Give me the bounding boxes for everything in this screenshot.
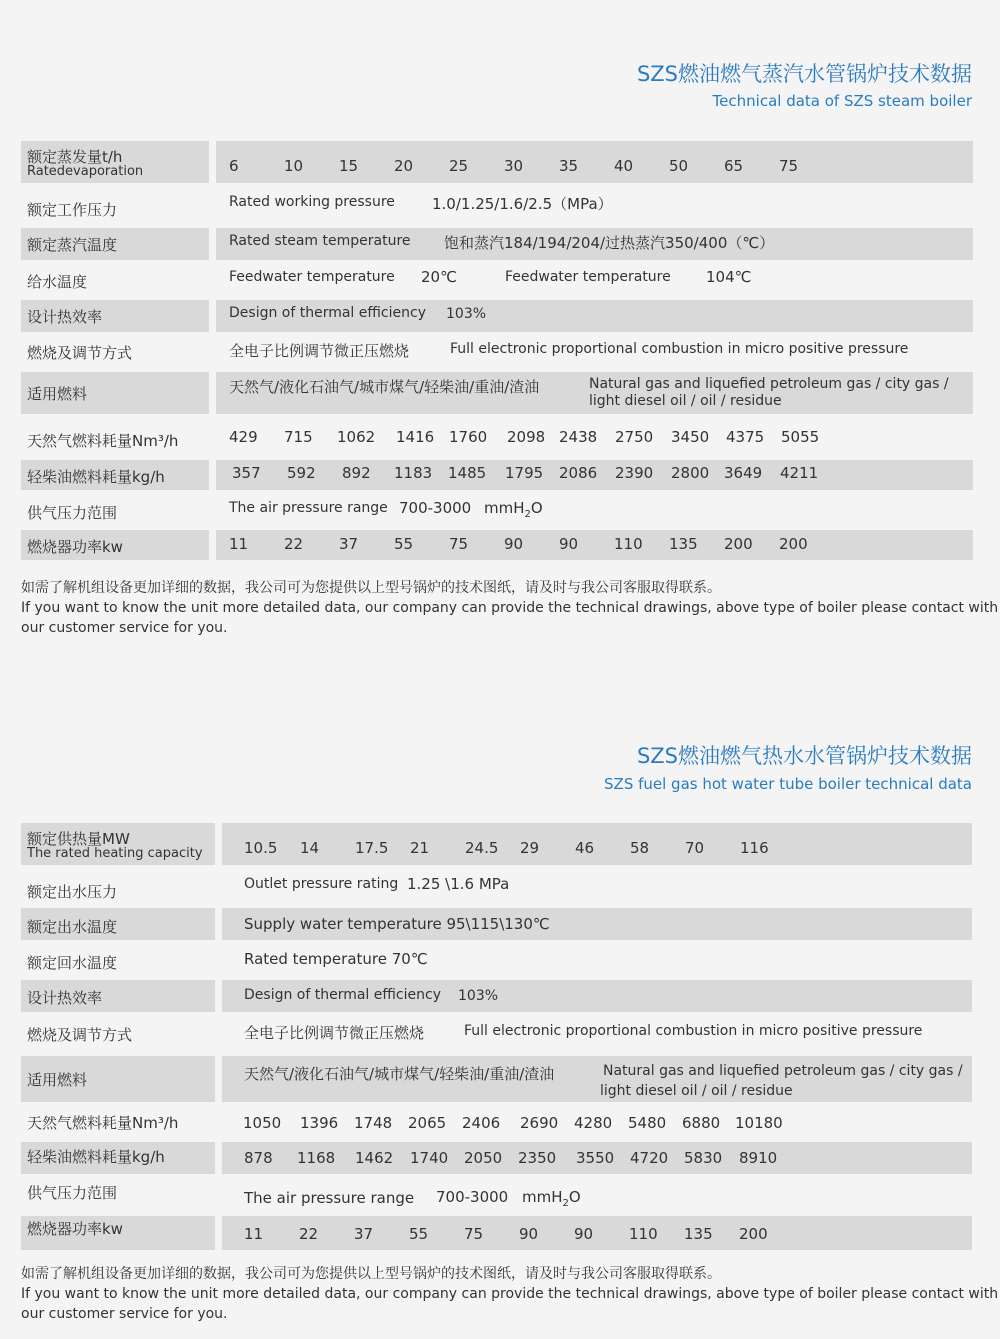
row-values (222, 980, 972, 1012)
row-values (216, 372, 973, 414)
section-title-zh: SZS燃油燃气蒸汽水管锅炉技术数据 (636, 62, 972, 86)
value-cell: 22 (284, 535, 304, 553)
value-text: 天然气/液化石油气/城市煤气/轻柴油/重油/渣油 (244, 1065, 555, 1083)
row-label: 额定回水温度 (27, 954, 118, 972)
value-cell: 21 (410, 839, 430, 857)
row-values (216, 264, 973, 296)
row-values (222, 1142, 972, 1174)
value-cell: 22 (299, 1225, 319, 1243)
value-cell: 50 (669, 157, 689, 175)
row-values (222, 1018, 972, 1048)
value-cell: 55 (394, 535, 414, 553)
value-text: 1.0/1.25/1.6/2.5（MPa） (432, 195, 613, 213)
value-cell: 29 (520, 839, 540, 857)
value-text: Rated steam temperature (229, 233, 411, 249)
value-cell: 5830 (684, 1149, 723, 1167)
row-values (216, 530, 973, 560)
value-cell: 200 (779, 535, 808, 553)
row-values (216, 336, 973, 368)
row-values (216, 496, 973, 526)
row-label: 适用燃料 (21, 1056, 215, 1102)
value-cell: 878 (244, 1149, 273, 1167)
value-cell: 2065 (408, 1114, 447, 1132)
row-values (216, 228, 973, 260)
value-cell: 2050 (464, 1149, 503, 1167)
value-cell: 1462 (355, 1149, 394, 1167)
hot-water-boiler-section (0, 730, 1000, 1339)
row-label: 适用燃料 (21, 372, 209, 414)
value-text: 103% (446, 306, 487, 322)
value-text: light diesel oil / oil / residue (600, 1083, 793, 1099)
value-cell: 65 (724, 157, 744, 175)
value-cell: 2350 (518, 1149, 557, 1167)
value-cell: 2800 (671, 464, 710, 482)
spec-row-gas-consumption (21, 1110, 972, 1140)
spec-row-combustion-mode (21, 1018, 972, 1048)
value-text: 1.25 \1.6 MPa (407, 875, 510, 893)
spec-row-return-temperature (21, 946, 972, 978)
value-cell: 17.5 (355, 839, 389, 857)
value-cell: 70 (685, 839, 705, 857)
row-label: 额定蒸发量t/h Ratedevaporation (21, 141, 209, 183)
value-cell: 4375 (726, 428, 765, 446)
value-cell: 46 (575, 839, 595, 857)
value-text: mmH$_2$O (522, 1188, 581, 1209)
spec-row-thermal-efficiency (21, 980, 972, 1012)
value-cell: 1416 (396, 428, 435, 446)
value-text: 天然气/液化石油气/城市煤气/轻柴油/重油/渣油 (229, 378, 540, 396)
value-text: Natural gas and liquefied petroleum gas / city gas / (603, 1063, 963, 1079)
value-cell: 11 (229, 535, 249, 553)
value-cell: 5055 (781, 428, 820, 446)
row-values (216, 424, 973, 454)
value-cell: 116 (740, 839, 769, 857)
value-cell: 2750 (615, 428, 654, 446)
value-text: Full electronic proportional combustion in micro positive pressure (464, 1023, 923, 1039)
spec-row-rated-evaporation (21, 141, 973, 183)
value-cell: 3550 (576, 1149, 615, 1167)
spec-row-burner-power (21, 530, 973, 560)
row-values (216, 460, 973, 490)
row-values (222, 1180, 972, 1214)
value-cell: 8910 (739, 1149, 778, 1167)
value-cell: 2098 (507, 428, 546, 446)
value-cell: 35 (559, 157, 579, 175)
value-cell: 110 (629, 1225, 658, 1243)
value-cell: 75 (449, 535, 469, 553)
value-cell: 24.5 (465, 839, 499, 857)
value-cell: 11 (244, 1225, 264, 1243)
value-text: Design of thermal efficiency (244, 987, 441, 1003)
value-text: The air pressure range (244, 1189, 415, 1207)
row-values (216, 190, 973, 222)
value-text: 700-3000 (399, 499, 472, 517)
row-label: 供气压力范围 (27, 504, 118, 522)
row-values (222, 1110, 972, 1140)
spec-row-applicable-fuel (21, 1056, 972, 1102)
value-cell: 2390 (615, 464, 654, 482)
value-text: 700-3000 (436, 1188, 509, 1206)
row-label: 额定出水压力 (27, 883, 118, 901)
row-label: 燃烧器功率kw (21, 1216, 215, 1250)
row-values (222, 823, 972, 865)
row-label: 设计热效率 (21, 300, 209, 332)
value-cell: 10 (284, 157, 304, 175)
spec-row-outlet-temperature (21, 908, 972, 940)
value-text: 20℃ (421, 268, 457, 286)
section-title-zh: SZS燃油燃气热水水管锅炉技术数据 (636, 744, 972, 768)
value-cell: 3450 (671, 428, 710, 446)
value-cell: 357 (232, 464, 261, 482)
value-cell: 4211 (780, 464, 819, 482)
row-label: 额定供热量MW The rated heating capacity (21, 823, 215, 865)
value-cell: 1168 (297, 1149, 336, 1167)
value-cell: 2438 (559, 428, 598, 446)
row-label: 额定出水温度 (21, 908, 215, 940)
value-cell: 25 (449, 157, 469, 175)
value-cell: 1183 (394, 464, 433, 482)
value-cell: 75 (464, 1225, 484, 1243)
spec-row-gas-consumption (21, 424, 973, 454)
value-text: Design of thermal efficiency (229, 305, 426, 321)
spec-row-diesel-consumption (21, 460, 973, 490)
value-cell: 20 (394, 157, 414, 175)
value-cell: 10.5 (244, 839, 278, 857)
spec-row-applicable-fuel (21, 372, 973, 414)
value-cell: 1396 (300, 1114, 339, 1132)
value-cell: 90 (504, 535, 524, 553)
row-values (222, 908, 972, 940)
row-label: 天然气燃料耗量Nm³/h (27, 1114, 179, 1132)
row-values (222, 1056, 972, 1102)
value-text: 饱和蒸汽184/194/204/过热蒸汽350/400（℃） (444, 234, 775, 252)
value-cell: 2086 (559, 464, 598, 482)
row-label: 给水温度 (27, 273, 88, 291)
value-cell: 4720 (630, 1149, 669, 1167)
contact-note-en-line2: our customer service for you. (21, 620, 228, 636)
value-text: mmH$_2$O (484, 499, 543, 520)
row-values (216, 141, 973, 183)
value-cell: 4280 (574, 1114, 613, 1132)
row-label: 轻柴油燃料耗量kg/h (21, 460, 209, 490)
value-cell: 110 (614, 535, 643, 553)
value-cell: 200 (739, 1225, 768, 1243)
value-cell: 135 (684, 1225, 713, 1243)
spec-row-rated-heating-capacity (21, 823, 972, 865)
value-cell: 135 (669, 535, 698, 553)
value-cell: 1485 (448, 464, 487, 482)
value-text: Natural gas and liquefied petroleum gas / city gas / (589, 376, 949, 392)
value-cell: 90 (559, 535, 579, 553)
value-cell: 90 (519, 1225, 539, 1243)
row-label: 天然气燃料耗量Nm³/h (27, 432, 179, 450)
row-values (216, 300, 973, 332)
value-text: 全电子比例调节微正压燃烧 (244, 1024, 425, 1042)
value-text: Rated working pressure (229, 194, 395, 210)
value-cell: 1740 (410, 1149, 449, 1167)
spec-row-thermal-efficiency (21, 300, 973, 332)
value-cell: 30 (504, 157, 524, 175)
value-cell: 715 (284, 428, 313, 446)
contact-note-en-line2: our customer service for you. (21, 1306, 228, 1322)
spec-row-feedwater-temperature (21, 264, 973, 296)
value-cell: 3649 (724, 464, 763, 482)
value-cell: 58 (630, 839, 650, 857)
value-cell: 40 (614, 157, 634, 175)
contact-note (21, 578, 998, 638)
value-cell: 1760 (449, 428, 488, 446)
value-cell: 10180 (735, 1114, 783, 1132)
section-title-en: SZS fuel gas hot water tube boiler technical data (604, 775, 972, 793)
value-text: Outlet pressure rating (244, 876, 399, 892)
value-text: light diesel oil / oil / residue (589, 393, 782, 409)
value-cell: 6880 (682, 1114, 721, 1132)
row-values (222, 872, 972, 904)
contact-note-zh: 如需了解机组设备更加详细的数据，我公司可为您提供以上型号锅炉的技术图纸，请及时与我公司客服取得联系。 (21, 1266, 721, 1282)
value-cell: 2406 (462, 1114, 501, 1132)
row-values (222, 946, 972, 978)
row-values (222, 1216, 972, 1250)
contact-note-en-line1: If you want to know the unit more detailed data, our company can provide the technical drawings, above type of boiler please contact with (21, 600, 999, 616)
value-cell: 1050 (243, 1114, 282, 1132)
value-text: Supply water temperature 95\115\130℃ (244, 915, 550, 933)
contact-note-en-line1: If you want to know the unit more detailed data, our company can provide the technical drawings, above type of boiler please contact with (21, 1286, 999, 1302)
value-cell: 892 (342, 464, 371, 482)
row-label: 设计热效率 (21, 980, 215, 1012)
value-cell: 14 (300, 839, 320, 857)
value-cell: 37 (339, 535, 359, 553)
value-cell: 429 (229, 428, 258, 446)
row-label: 燃烧及调节方式 (27, 344, 133, 362)
row-label: 轻柴油燃料耗量kg/h (21, 1142, 215, 1174)
spec-row-diesel-consumption (21, 1142, 972, 1174)
spec-row-combustion-mode (21, 336, 973, 368)
value-cell: 200 (724, 535, 753, 553)
contact-note (21, 1264, 998, 1324)
value-text: Rated temperature 70℃ (244, 950, 428, 968)
row-label: 供气压力范围 (27, 1184, 118, 1202)
value-cell: 75 (779, 157, 799, 175)
value-cell: 5480 (628, 1114, 667, 1132)
spec-row-working-pressure (21, 190, 973, 222)
value-cell: 2690 (520, 1114, 559, 1132)
section-title-en: Technical data of SZS steam boiler (712, 92, 972, 110)
contact-note-zh: 如需了解机组设备更加详细的数据，我公司可为您提供以上型号锅炉的技术图纸，请及时与我公司客服取得联系。 (21, 580, 721, 596)
value-cell: 90 (574, 1225, 594, 1243)
row-label: 燃烧及调节方式 (27, 1026, 133, 1044)
value-text: 103% (458, 988, 499, 1004)
value-cell: 6 (229, 157, 239, 175)
spec-row-outlet-pressure (21, 872, 972, 904)
value-text: Full electronic proportional combustion in micro positive pressure (450, 341, 909, 357)
spec-row-steam-temperature (21, 228, 973, 260)
value-cell: 37 (354, 1225, 374, 1243)
value-text: 104℃ (706, 268, 752, 286)
value-cell: 1795 (505, 464, 544, 482)
value-text: 全电子比例调节微正压燃烧 (229, 342, 410, 360)
value-text: Feedwater temperature (505, 269, 671, 285)
value-cell: 55 (409, 1225, 429, 1243)
row-label: 额定工作压力 (27, 201, 118, 219)
spec-row-burner-power (21, 1216, 972, 1250)
spec-row-air-pressure-range (21, 1180, 972, 1214)
value-cell: 1062 (337, 428, 376, 446)
row-label: 燃烧器功率kw (21, 530, 209, 560)
value-cell: 15 (339, 157, 359, 175)
value-text: The air pressure range (229, 500, 388, 516)
value-text: Feedwater temperature (229, 269, 395, 285)
value-cell: 592 (287, 464, 316, 482)
row-label: 额定蒸汽温度 (21, 228, 209, 260)
spec-row-air-pressure-range (21, 496, 973, 526)
steam-boiler-section (0, 0, 1000, 660)
value-cell: 1748 (354, 1114, 393, 1132)
